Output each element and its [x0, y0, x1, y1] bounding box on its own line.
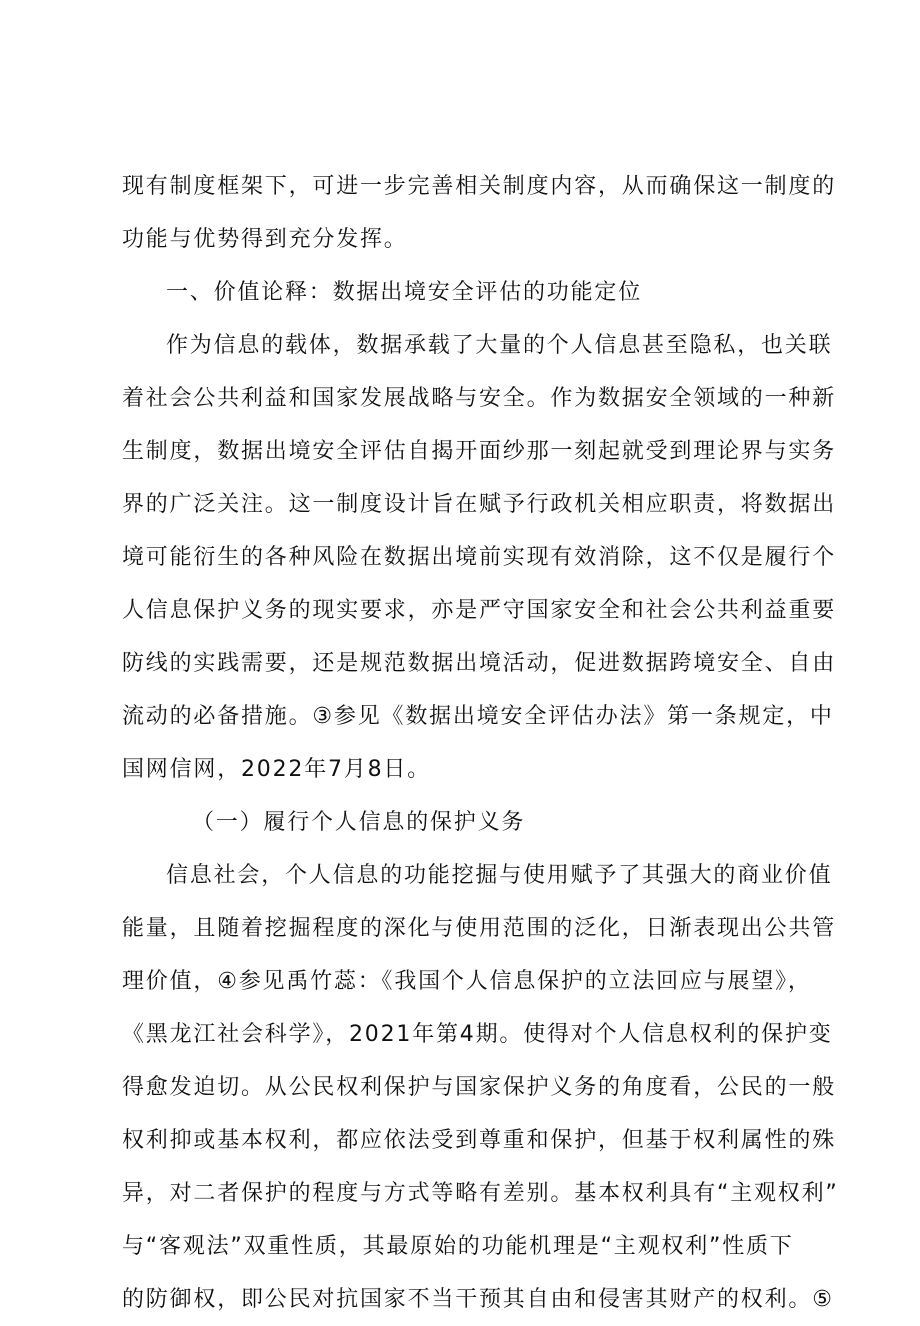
paragraph-line: 信息社会，个人信息的功能挖掘与使用赋予了其强大的商业价值 [166, 863, 833, 888]
paragraph-line: 的防御权，即公民对抗国家不当干预其自由和侵害其财产的权利。⑤ [122, 1287, 834, 1312]
paragraph-line: 与“客观法”双重性质，其最原始的功能机理是“主观权利”性质下 [122, 1234, 794, 1259]
paragraph-line: 着社会公共利益和国家发展战略与安全。作为数据安全领域的一种新 [122, 386, 837, 411]
paragraph-line: 权利抑或基本权利，都应依法受到尊重和保护，但基于权利属性的殊 [122, 1128, 837, 1153]
paragraph-line: 异，对二者保护的程度与方式等略有差别。基本权利具有“主观权利” [122, 1181, 839, 1206]
paragraph-line: 《黑龙江社会科学》，2021年第4期。使得对个人信息权利的保护变 [122, 1022, 833, 1047]
paragraph-line: 国网信网，2022年7月8日。 [122, 757, 431, 782]
paragraph-line: 流动的必备措施。③参见《数据出境安全评估办法》第一条规定，中 [122, 704, 834, 729]
paragraph-line: 功能与优势得到充分发挥。 [122, 227, 408, 252]
paragraph-line: 现有制度框架下，可进一步完善相关制度内容，从而确保这一制度的 [122, 174, 837, 199]
document-body [122, 160, 839, 1326]
paragraph-line: 得愈发迫切。从公民权利保护与国家保护义务的角度看，公民的一般 [122, 1075, 837, 1100]
paragraph-line: 防线的实践需要，还是规范数据出境活动，促进数据跨境安全、自由 [122, 651, 837, 676]
paragraph-line: 理价值，④参见禹竹蕊：《我国个人信息保护的立法回应与展望》， [122, 969, 812, 994]
paragraph-line: 境可能衍生的各种风险在数据出境前实现有效消除，这不仅是履行个 [122, 545, 837, 570]
subsection-heading: （一）履行个人信息的保护义务 [192, 810, 526, 835]
section-heading: 一、价值论释：数据出境安全评估的功能定位 [166, 280, 643, 305]
paragraph-line: 人信息保护义务的现实要求，亦是严守国家安全和社会公共利益重要 [122, 598, 837, 623]
paragraph-line: 作为信息的载体，数据承载了大量的个人信息甚至隐私，也关联 [166, 333, 833, 358]
paragraph-line: 生制度，数据出境安全评估自揭开面纱那一刻起就受到理论界与实务 [122, 439, 837, 464]
paragraph-line: 界的广泛关注。这一制度设计旨在赋予行政机关相应职责，将数据出 [122, 492, 837, 517]
paragraph-line: 能量，且随着挖掘程度的深化与使用范围的泛化，日渐表现出公共管 [122, 916, 837, 941]
